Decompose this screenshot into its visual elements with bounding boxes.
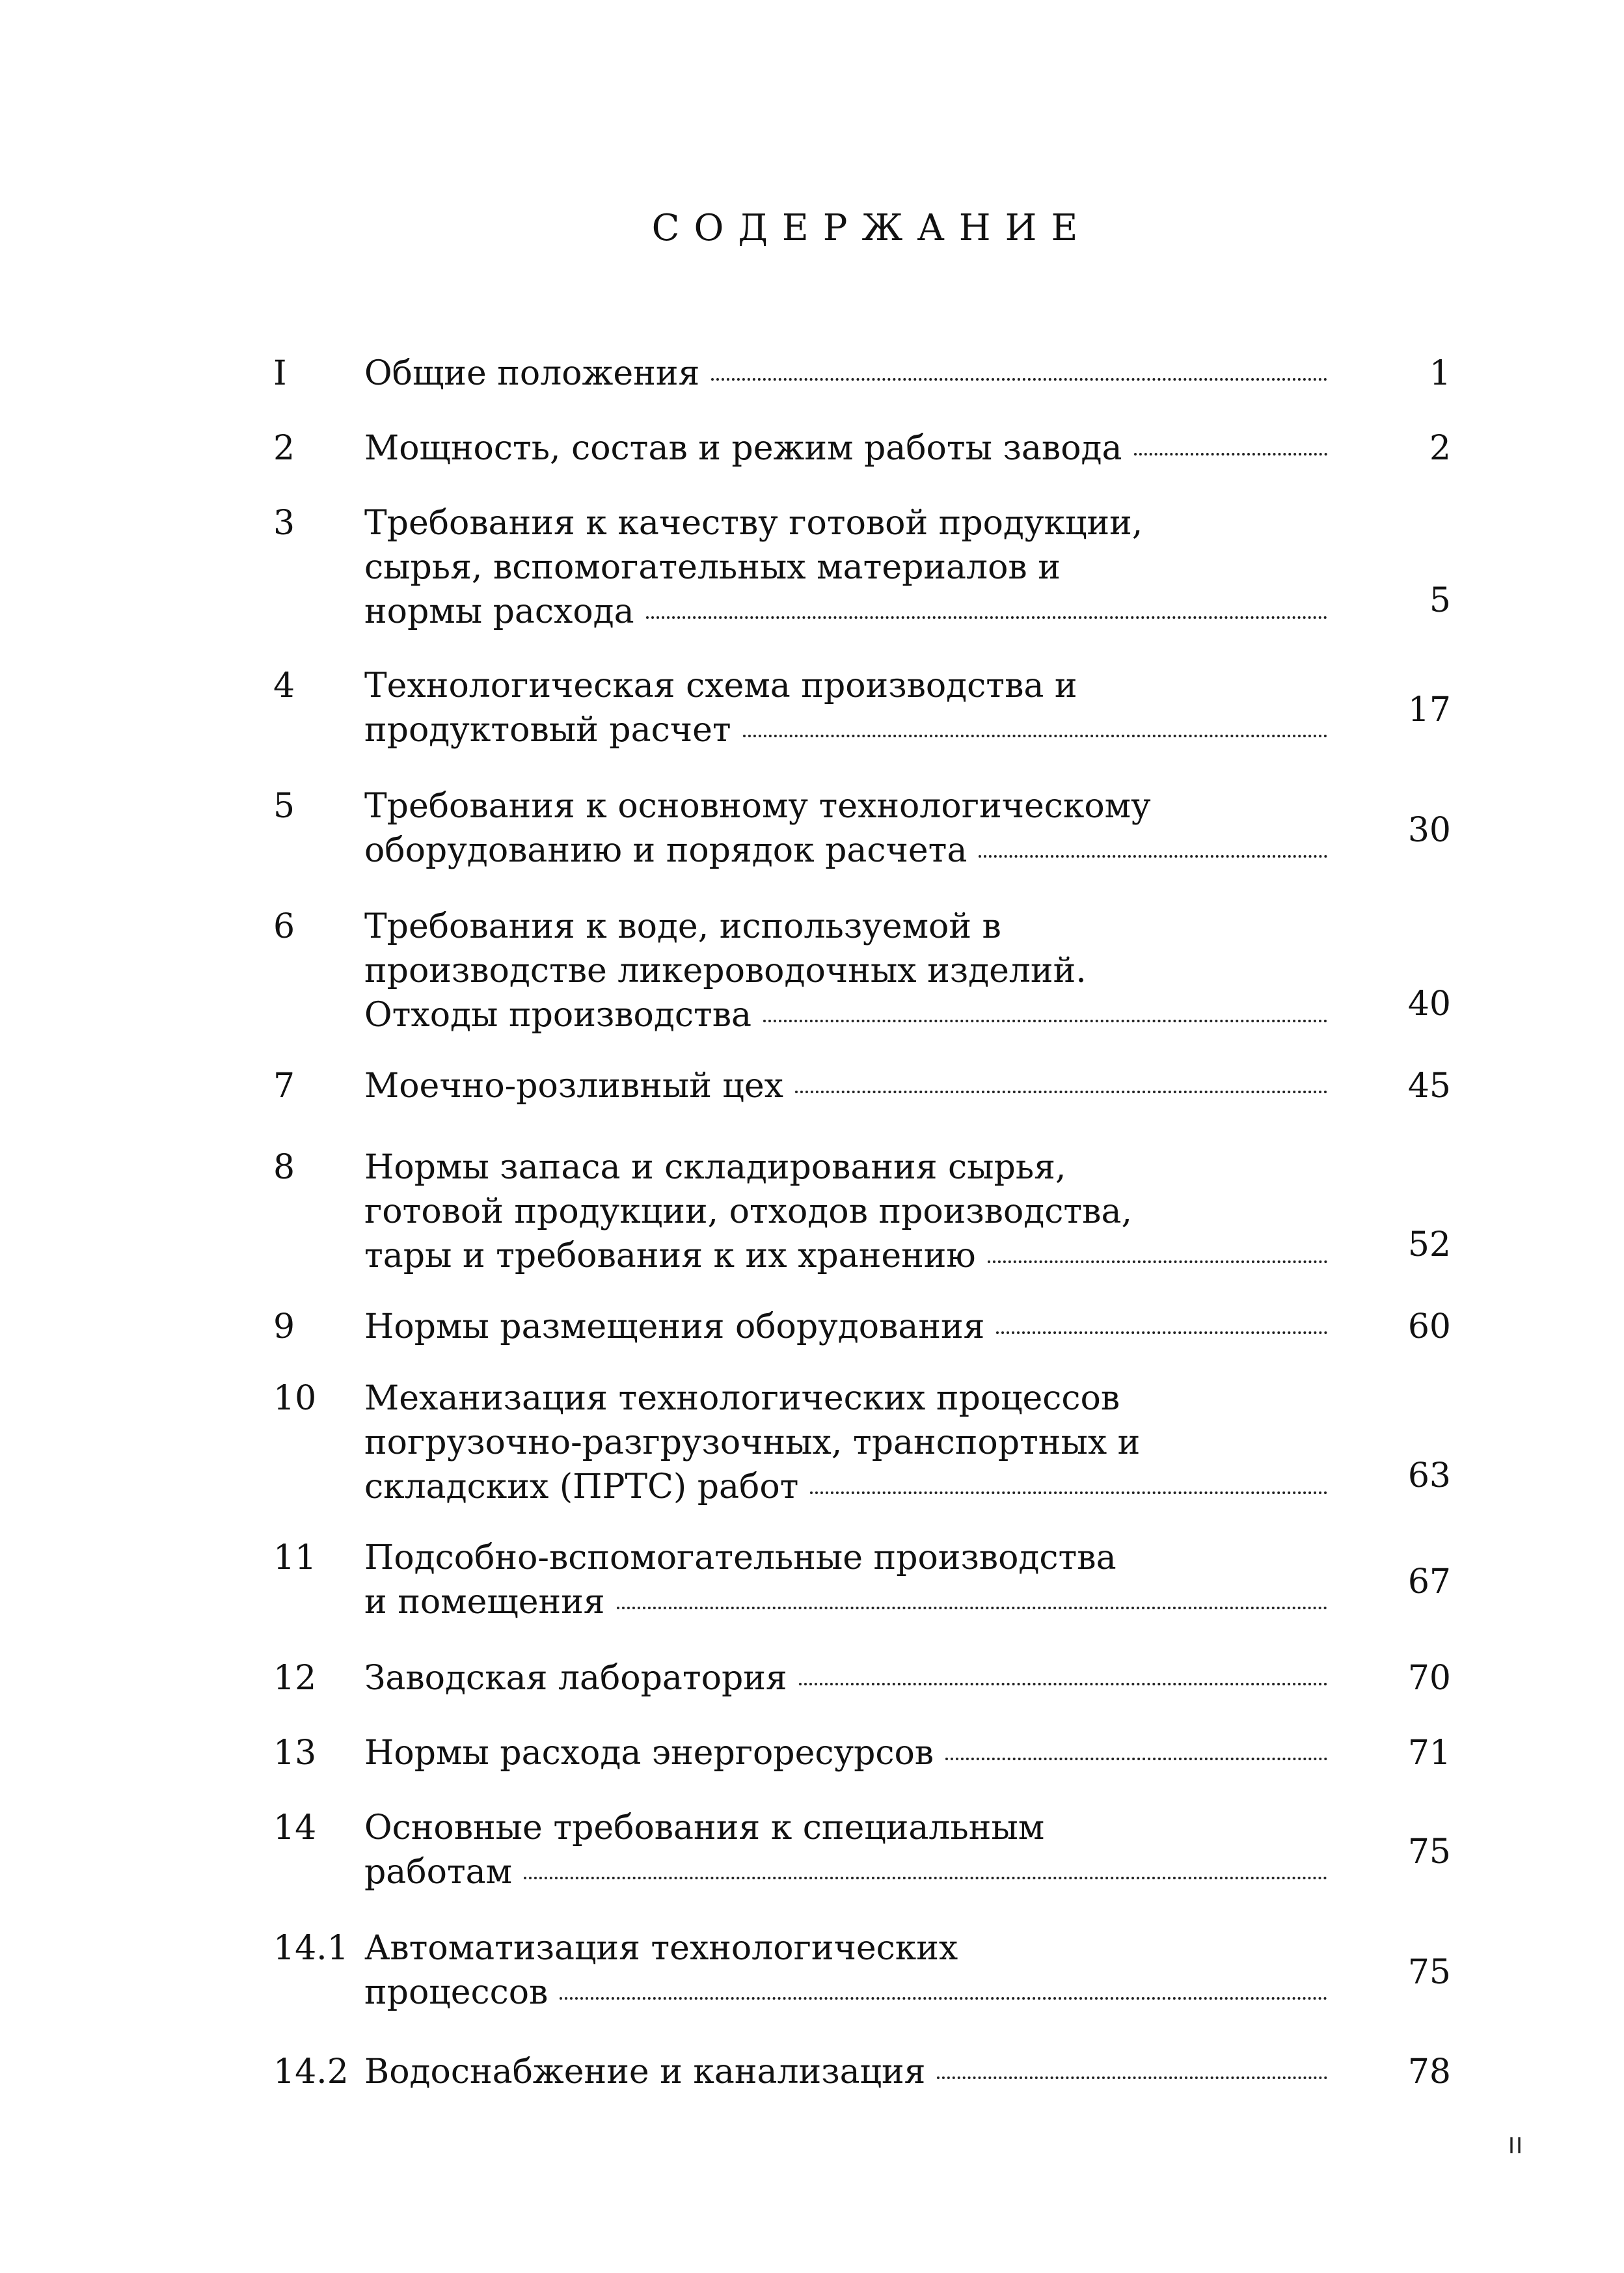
toc-entry-title-line: Технологическая схема производства и (364, 666, 1077, 705)
toc-entry-title-line: Нормы расхода энергоресурсов (364, 1731, 1327, 1775)
dot-leader (799, 1683, 1327, 1685)
toc-entry-title (364, 351, 1327, 396)
page-number: II (1508, 2133, 1524, 2159)
toc-entry-title-line: процессов (364, 1970, 1327, 2015)
dot-leader (646, 616, 1327, 619)
toc-entry-page: 2 (1429, 429, 1451, 468)
toc-entry-title-line: складских (ПРТС) работ (364, 1465, 1327, 1509)
toc-entry-title-line: Водоснабжение и канализация (364, 2050, 1327, 2094)
toc-entry-title-line: Автоматизация технологических (364, 1929, 958, 1968)
toc-entry-page: 52 (1407, 1225, 1451, 1264)
toc-entry-title-line: производстве ликероводочных изделий. (364, 951, 1087, 990)
dot-leader (795, 1091, 1327, 1093)
toc-entry-page: 70 (1407, 1659, 1451, 1698)
toc-entry-title (364, 1376, 1327, 1509)
toc-entry-title-line: Требования к основному технологическому (364, 787, 1151, 826)
toc-entry-title (364, 1064, 1327, 1108)
page-title: СОДЕРЖАНИЕ (651, 207, 1092, 249)
toc-entry-number: 13 (273, 1734, 317, 1773)
toc-entry-page: 45 (1407, 1067, 1451, 1106)
toc-entry-number: 4 (273, 666, 295, 705)
dot-leader (988, 1260, 1327, 1263)
toc-entry-page: 75 (1407, 1832, 1451, 1872)
toc-entry-title-line: сырья, вспомогательных материалов и (364, 548, 1061, 587)
toc-entry-number: 11 (273, 1538, 317, 1577)
toc-entry-title-line: оборудованию и порядок расчета (364, 828, 1327, 873)
toc-entry-title-line: готовой продукции, отходов производства, (364, 1192, 1132, 1231)
dot-leader (524, 1877, 1327, 1879)
toc-entry-title (364, 905, 1327, 1037)
toc-entry-number: 12 (273, 1659, 317, 1698)
toc-entry-number: 6 (273, 907, 295, 946)
toc-entry-title-line: нормы расхода (364, 590, 1327, 634)
dot-leader (810, 1491, 1327, 1494)
dot-leader (945, 1758, 1327, 1760)
toc-entry-number: 2 (273, 429, 295, 468)
toc-entry-page: 40 (1407, 985, 1451, 1024)
toc-entry-number: 9 (273, 1307, 295, 1346)
toc-entry-page: 71 (1407, 1734, 1451, 1773)
toc-entry-title (364, 426, 1327, 470)
toc-entry-page: 78 (1407, 2052, 1451, 2091)
toc-entry-title (364, 2050, 1327, 2094)
toc-entry-page: 67 (1407, 1562, 1451, 1602)
toc-entry-title-line: Мощность, состав и режим работы завода (364, 426, 1327, 470)
toc-entry-title-line: Механизация технологических процессов (364, 1379, 1120, 1418)
toc-entry-title (364, 664, 1327, 752)
dot-leader (996, 1331, 1327, 1334)
dot-leader (763, 1020, 1327, 1022)
dot-leader (743, 735, 1327, 737)
toc-entry-number: 8 (273, 1148, 295, 1187)
dot-leader (711, 378, 1327, 381)
toc-entry-page: 1 (1429, 354, 1451, 393)
toc-entry-title-line: Требования к качеству готовой продукции, (364, 504, 1143, 543)
toc-entry-title (364, 784, 1327, 873)
toc-entry-title-line: Общие положения (364, 351, 1327, 396)
toc-entry-title-line: Заводская лаборатория (364, 1656, 1327, 1700)
toc-entry-page: 30 (1407, 811, 1451, 851)
toc-entry-title-line: Подсобно-вспомогательные производства (364, 1538, 1116, 1577)
toc-entry-number: 7 (273, 1067, 295, 1106)
toc-entry-title-line: Основные требования к специальным (364, 1808, 1045, 1847)
toc-entry-title (364, 501, 1327, 634)
toc-entry-title-line: продуктовый расчет (364, 708, 1327, 752)
dot-leader (560, 1997, 1327, 2000)
toc-entry-title-line: и помещения (364, 1580, 1327, 1624)
toc-entry-title (364, 1305, 1327, 1349)
toc-entry-page: 17 (1407, 690, 1451, 730)
toc-entry-title (364, 1145, 1327, 1278)
toc-entry-title (364, 1656, 1327, 1700)
toc-entry-number: 14.2 (273, 2052, 349, 2091)
toc-entry-page: 5 (1429, 581, 1451, 620)
toc-entry-number: 14 (273, 1808, 317, 1847)
toc-entry-number: 5 (273, 787, 295, 826)
toc-entry-title-line: Отходы производства (364, 993, 1327, 1037)
toc-entry-number: 10 (273, 1379, 317, 1418)
dot-leader (937, 2076, 1327, 2079)
toc-entry-page: 63 (1407, 1456, 1451, 1495)
toc-entry-title (364, 1536, 1327, 1624)
toc-entry-number: 14.1 (273, 1929, 349, 1968)
toc-entry-title-line: Требования к воде, используемой в (364, 907, 1001, 946)
toc-entry-title (364, 1731, 1327, 1775)
toc-entry-page: 75 (1407, 1953, 1451, 1993)
dot-leader (1134, 453, 1327, 456)
dot-leader (979, 855, 1327, 858)
dot-leader (617, 1607, 1327, 1609)
toc-entry-page: 60 (1407, 1307, 1451, 1346)
toc-entry-title (364, 1926, 1327, 2015)
toc-entry-title-line: погрузочно-разгрузочных, транспортных и (364, 1423, 1141, 1462)
toc-entry-number: I (273, 354, 287, 393)
toc-entry-number: 3 (273, 504, 295, 543)
toc-entry-title-line: тары и требования к их хранению (364, 1234, 1327, 1278)
toc-entry-title-line: Нормы запаса и складирования сырья, (364, 1148, 1066, 1187)
toc-entry-title-line: работам (364, 1850, 1327, 1894)
toc-entry-title (364, 1806, 1327, 1894)
toc-entry-title-line: Нормы размещения оборудования (364, 1305, 1327, 1349)
toc-entry-title-line: Моечно-розливный цех (364, 1064, 1327, 1108)
